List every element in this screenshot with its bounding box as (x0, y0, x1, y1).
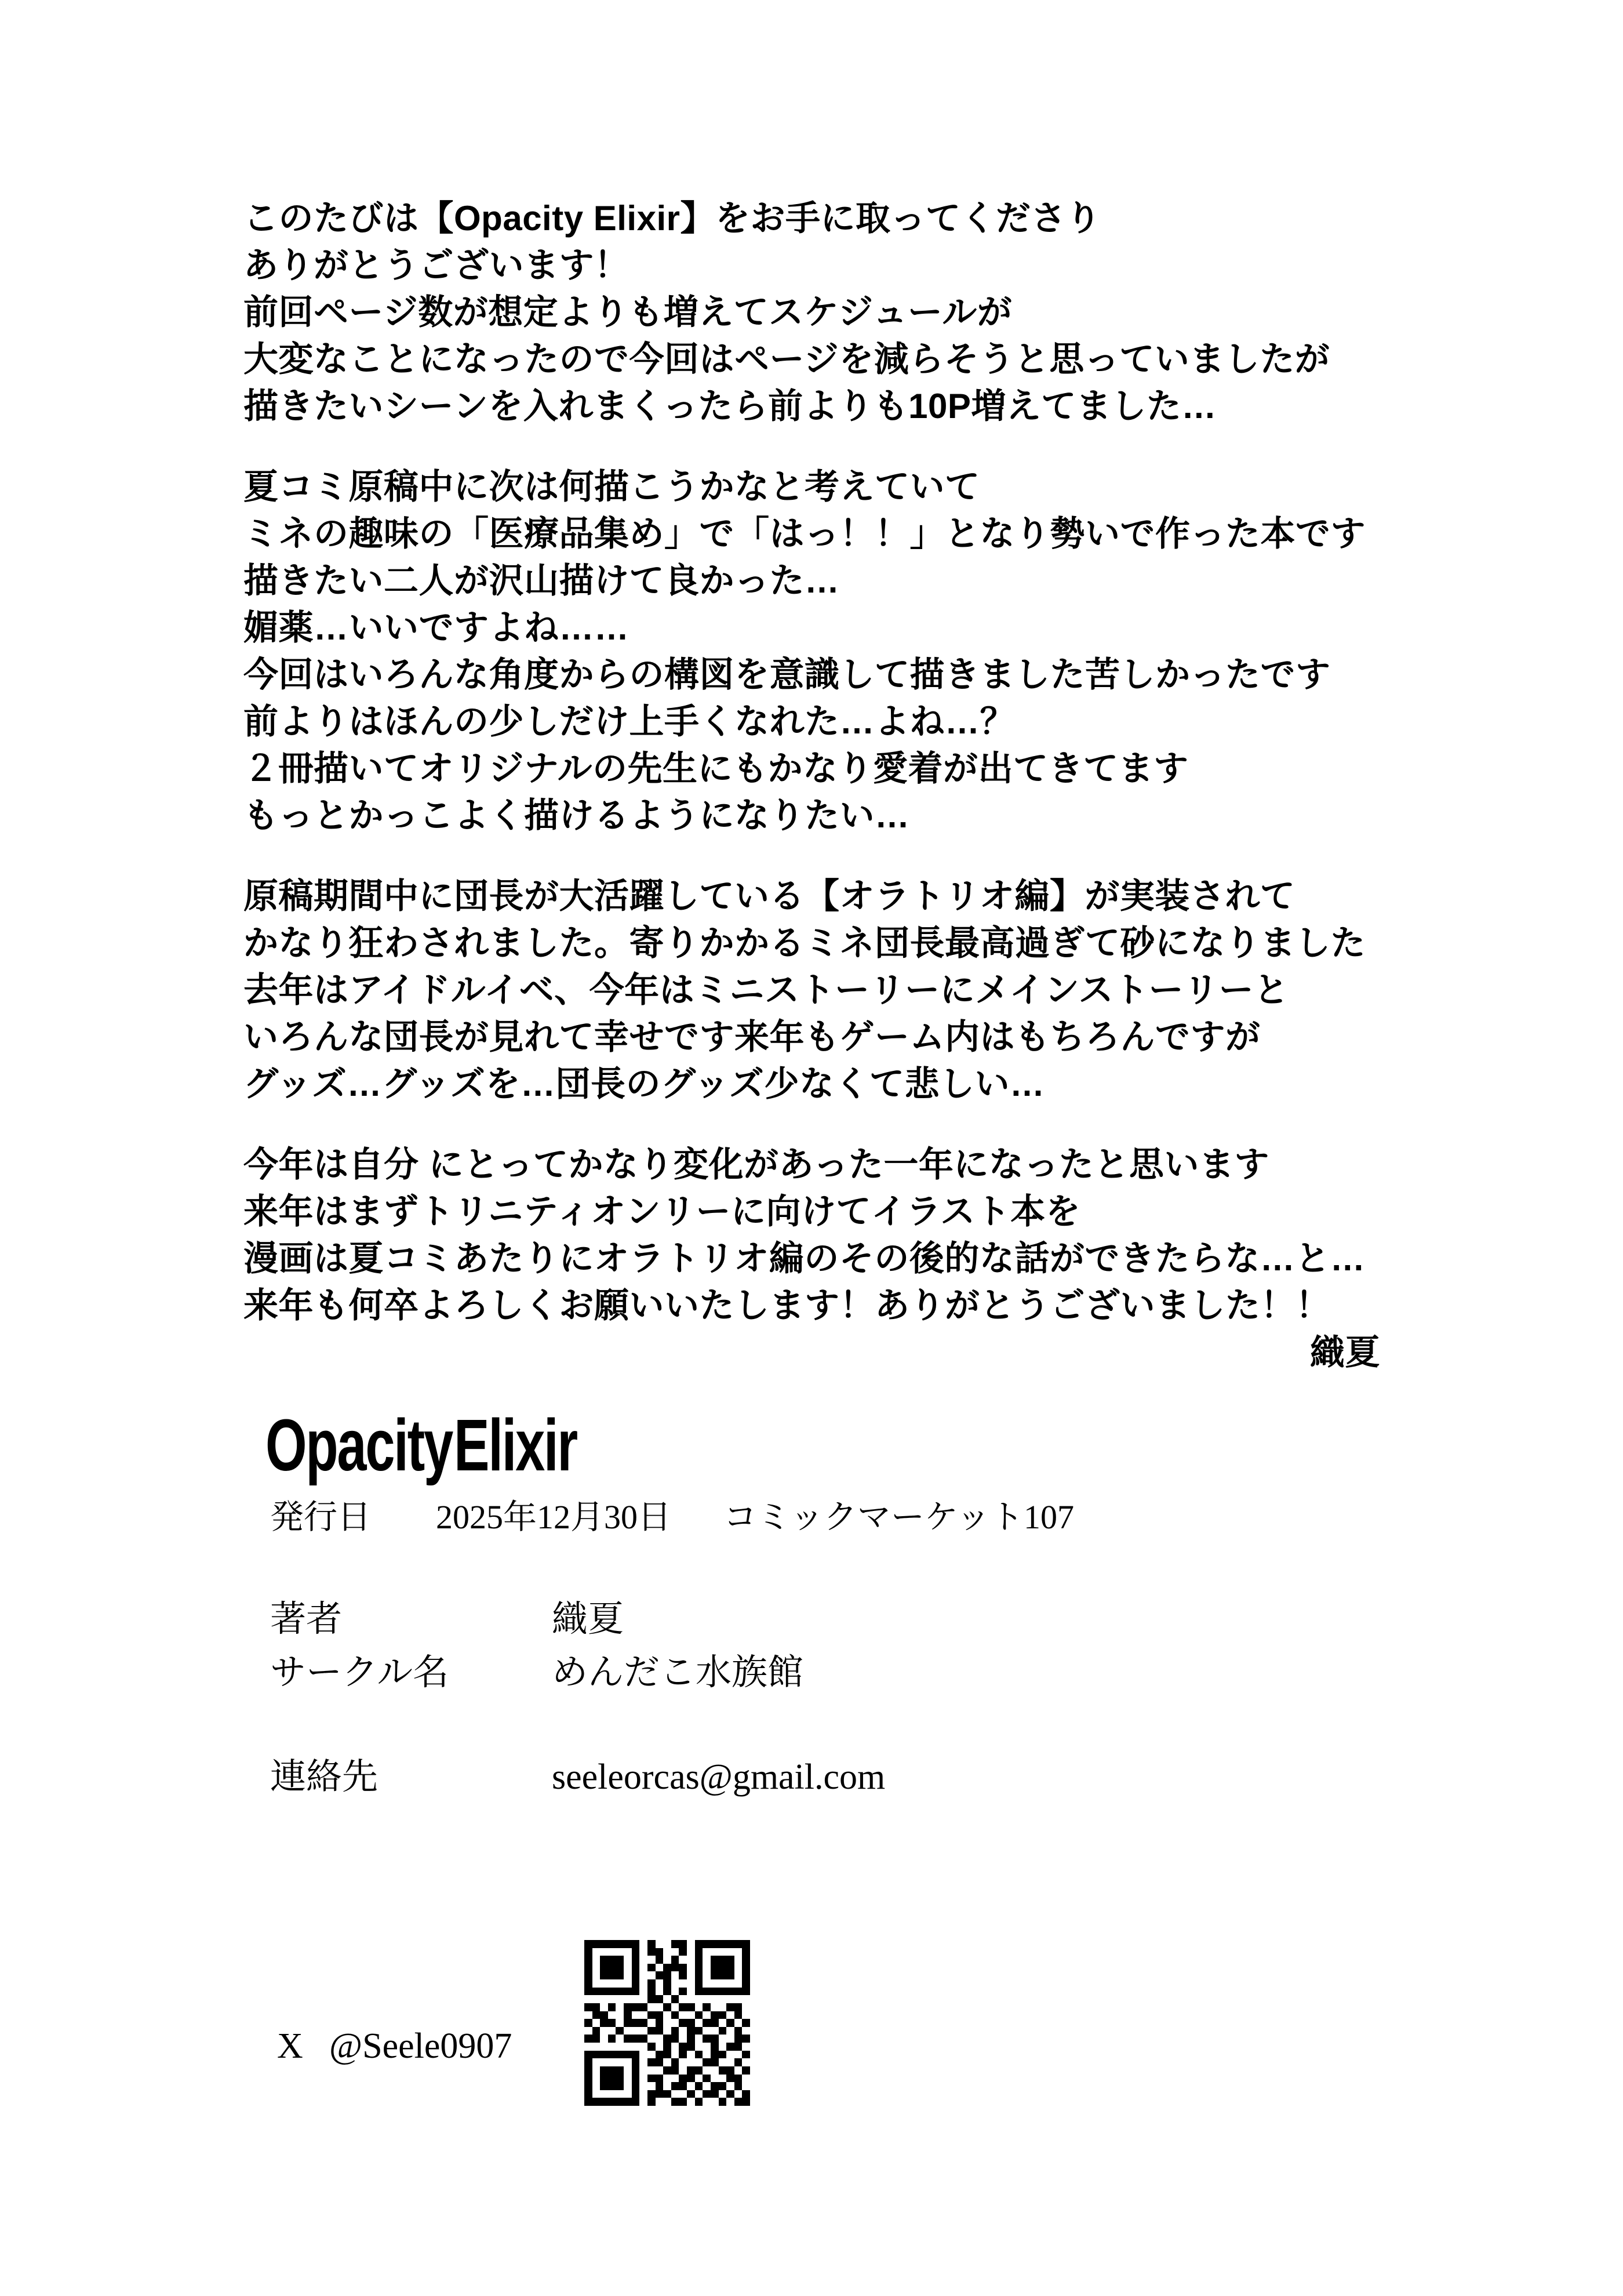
afterword-line: ありがとうございます！ (243, 246, 629, 285)
author-label: 著者 (270, 1600, 343, 1639)
afterword-paragraph (243, 195, 1388, 430)
qr-code (584, 1940, 750, 2106)
afterword-line: 媚薬…いいですよね…… (243, 608, 629, 647)
afterword-line: このたびは【Opacity Elixir】をお手に取ってくださり (243, 199, 1101, 238)
afterword-line: いろんな団長が見れて幸せです来年もゲーム内はもちろんですが (243, 1018, 1261, 1056)
publication-event: コミックマーケット107 (723, 1498, 1074, 1536)
contact-label: 連絡先 (270, 1757, 379, 1797)
publication-date-label: 発行日 (270, 1498, 372, 1536)
book-title: Opacity Elixir (265, 1404, 577, 1486)
afterword-line: かなり狂わされました。寄りかかるミネ団長最高過ぎて砂になりました (243, 924, 1366, 962)
author-signature: 織夏 (1310, 1333, 1380, 1372)
afterword-text (243, 195, 1388, 1409)
afterword-line: ２冊描いてオリジナルの先生にもかなり愛着が出てきてます (243, 749, 1189, 788)
afterword-line: 今年は自分 にとってかなり変化があった一年になったと思います (243, 1145, 1269, 1184)
x-handle: @Seele0907 (329, 2026, 512, 2066)
afterword-line: もっとかっこよく描けるようになりたい… (243, 796, 910, 835)
afterword-line: 来年も何卒よろしくお願いいたします！ありがとうございました！！ (243, 1286, 1331, 1325)
afterword-line: 漫画は夏コミあたりにオラトリオ編のその後的な話ができたらな…と… (243, 1239, 1366, 1278)
afterword-line: ミネの趣味の「医療品集め」で「はっ！！」となり勢いで作った本です (243, 514, 1366, 553)
afterword-line: 原稿期間中に団長が大活躍している【オラトリオ編】が実装されて (243, 877, 1296, 916)
circle-name-label: サークル名 (270, 1653, 449, 1692)
afterword-line: 描きたい二人が沢山描けて良かった… (243, 561, 840, 600)
afterword-line: 描きたいシーンを入れまくったら前よりも10P増えてました… (243, 387, 1217, 426)
author-value: 織夏 (552, 1600, 624, 1639)
afterword-line: 前回ページ数が想定よりも増えてスケジュールが (243, 293, 1013, 332)
x-logo: X (277, 2026, 303, 2066)
contact-email: seeleorcas@gmail.com (552, 1757, 886, 1797)
publication-date-value: 2025年12月30日 (436, 1498, 672, 1536)
circle-name-value: めんだこ水族館 (552, 1653, 804, 1692)
afterword-paragraph (243, 1141, 1388, 1376)
afterword-line: 大変なことになったので今回はページを減らそうと思っていましたが (243, 340, 1330, 379)
afterword-paragraph (243, 463, 1388, 839)
afterword-line: 今回はいろんな角度からの構図を意識して描きました苦しかったです (243, 655, 1331, 694)
afterword-line: 前よりはほんの少しだけ上手くなれた…よね…？ (243, 702, 1015, 741)
afterword-line: 来年はまずトリニティオンリーに向けてイラスト本を (243, 1192, 1081, 1231)
afterword-line: 去年はアイドルイベ、今年はミニストーリーにメインストーリーと (243, 971, 1289, 1009)
afterword-line: グッズ…グッズを…団長のグッズ少なくて悲しい… (243, 1065, 1045, 1103)
afterword-paragraph (243, 873, 1388, 1107)
afterword-line: 夏コミ原稿中に次は何描こうかなと考えていて (243, 467, 980, 506)
